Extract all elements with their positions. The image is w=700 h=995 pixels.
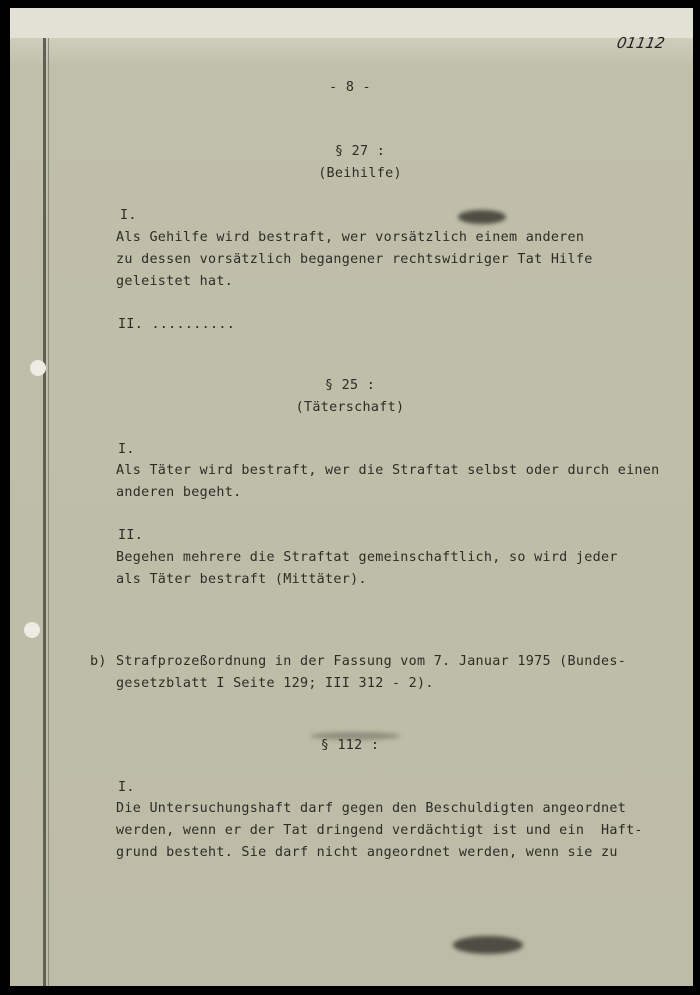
paragraph-number: II. ..........: [118, 317, 236, 332]
text-line: Als Täter wird bestraft, wer die Straftat selbst oder durch einen: [116, 463, 660, 478]
text-line: geleistet hat.: [116, 274, 234, 289]
ink-smudge: [453, 936, 523, 954]
text-line: Als Gehilfe wird bestraft, wer vorsätzlich einem anderen: [116, 230, 585, 245]
text-line: Die Untersuchungshaft darf gegen den Beschuldigten angeordnet: [116, 801, 627, 816]
text-line: Begehen mehrere die Straftat gemeinschaftlich, so wird jeder: [116, 550, 618, 565]
section-heading: § 27 :: [334, 144, 386, 159]
text-line: zu dessen vorsätzlich begangener rechtswidriger Tat Hilfe: [116, 252, 593, 267]
paragraph-number: II.: [118, 528, 144, 543]
text-line: werden, wenn er der Tat dringend verdächtigt ist und ein Haft-: [116, 823, 643, 838]
text-line: Strafprozeßordnung in der Fassung vom 7. Januar 1975 (Bundes-: [116, 654, 627, 669]
archive-mark: 01112: [615, 34, 667, 52]
text-line: grund besteht. Sie darf nicht angeordnet werden, wenn sie zu: [116, 845, 618, 860]
punch-hole-bottom: [24, 622, 40, 638]
punch-hole-top: [30, 360, 46, 376]
paragraph-number: I.: [120, 208, 137, 223]
section-title: (Täterschaft): [295, 400, 405, 415]
binding-edge: [43, 38, 46, 986]
section-title: (Beihilfe): [318, 166, 402, 181]
section-heading: § 112 :: [320, 738, 380, 753]
page-top-edge: [10, 8, 693, 38]
section-heading: § 25 :: [324, 378, 376, 393]
list-item-label: b): [90, 654, 107, 669]
document-page: [10, 8, 693, 986]
paragraph-number: I.: [118, 442, 135, 457]
text-line: anderen begeht.: [116, 485, 242, 500]
binding-edge-shadow: [48, 38, 49, 986]
paragraph-number: I.: [118, 780, 135, 795]
ink-smudge: [458, 210, 506, 224]
page-number: - 8 -: [329, 80, 371, 95]
text-line: gesetzblatt I Seite 129; III 312 - 2).: [116, 676, 434, 691]
text-line: als Täter bestraft (Mittäter).: [116, 572, 367, 587]
